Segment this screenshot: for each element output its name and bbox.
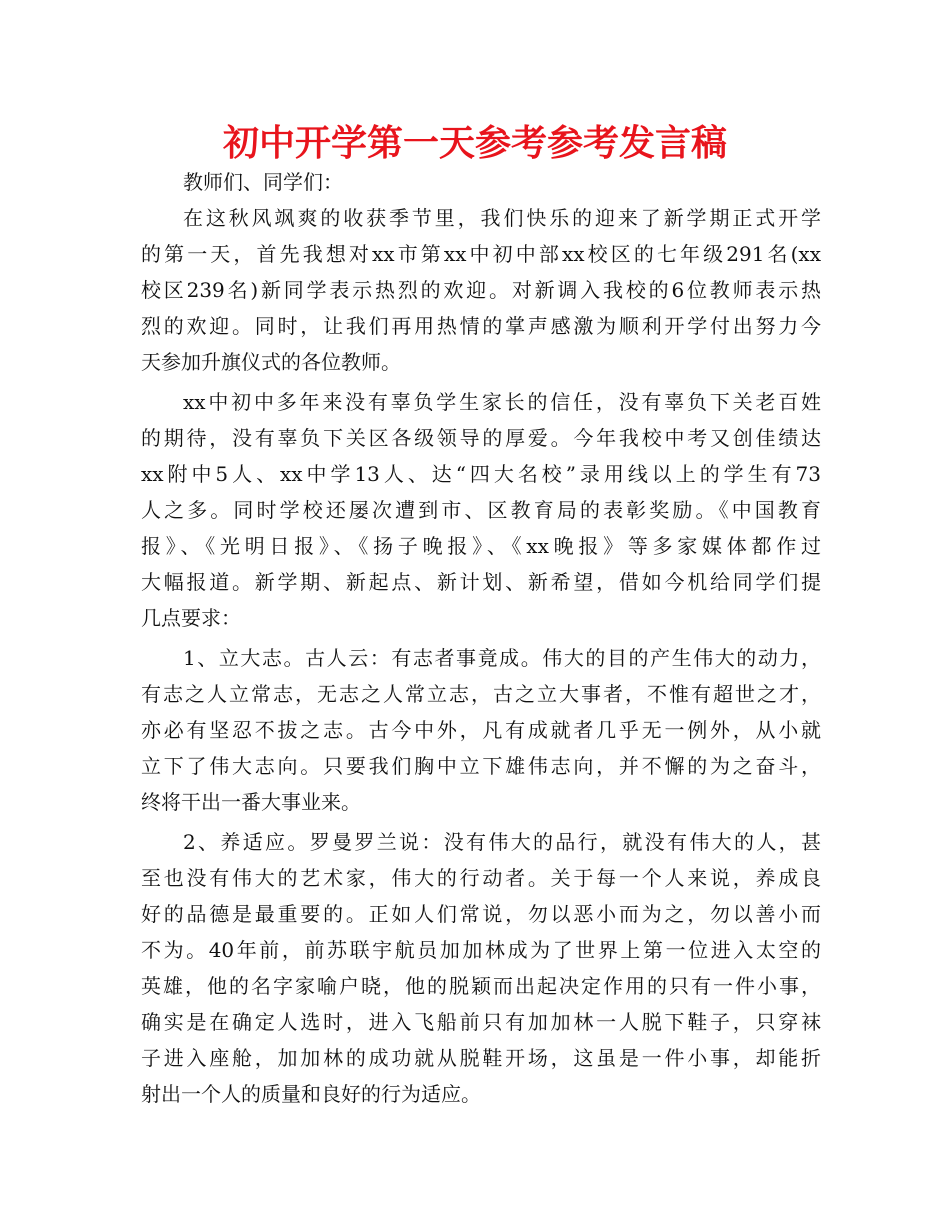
- paragraph-welcome: [141, 200, 821, 380]
- text-line: 立下了伟大志向。只要我们胸中立下雄伟志向，并不懈的为之奋斗，: [141, 754, 821, 778]
- text-line: 亦必有坚忍不拔之志。古今中外，凡有成就者几乎无一例外，从小就: [141, 718, 821, 742]
- text-line: 不为。40年前，前苏联宇航员加加林成为了世界上第一位进入太空的: [141, 938, 821, 962]
- text-line: 射出一个人的质量和良好的行为适应。: [141, 1082, 481, 1106]
- text-line: 终将干出一番大事业来。: [141, 790, 361, 814]
- text-line: xx附中5人、xx中学13人、达“四大名校”录用线以上的学生有73: [141, 462, 821, 486]
- text-line: 报》、《光明日报》、《扬子晚报》、《xx晚报》等多家媒体都作过: [141, 534, 821, 558]
- text-line: xx中初中多年来没有辜负学生家长的信任，没有辜负下关老百姓: [183, 390, 821, 414]
- text-line: 校区239名)新同学表示热烈的欢迎。对新调入我校的6位教师表示热: [141, 278, 821, 302]
- text-line: 几点要求：: [141, 606, 241, 630]
- paragraph-ambition: [141, 640, 821, 820]
- text-line: 确实是在确定人选时，进入飞船前只有加加林一人脱下鞋子，只穿袜: [141, 1010, 821, 1034]
- text-line: 有志之人立常志，无志之人常立志，古之立大事者，不惟有超世之才，: [141, 682, 821, 706]
- text-line: 烈的欢迎。同时，让我们再用热情的掌声感激为顺利开学付出努力今: [141, 314, 821, 338]
- document-body: [141, 168, 821, 1112]
- text-line: 人之多。同时学校还屡次遭到市、区教育局的表彰奖励。《中国教育: [141, 498, 821, 522]
- salutation: 教师们、同学们：: [183, 170, 343, 194]
- document-title: 初中开学第一天参考参考发言稿: [222, 123, 727, 164]
- paragraph-achievements: [141, 384, 821, 636]
- text-line: 1、立大志。古人云：有志者事竟成。伟大的目的产生伟大的动力，: [183, 646, 821, 670]
- text-line: 的第一天，首先我想对xx市第xx中初中部xx校区的七年级291名(xx: [141, 242, 821, 266]
- text-line: 大幅报道。新学期、新起点、新计划、新希望，借如今机给同学们提: [141, 570, 821, 594]
- paragraph-habits: [141, 824, 821, 1112]
- text-line: 天参加升旗仪式的各位教师。: [141, 350, 401, 374]
- text-line: 好的品德是最重要的。正如人们常说，勿以恶小而为之，勿以善小而: [141, 902, 821, 926]
- text-line: 在这秋风飒爽的收获季节里，我们快乐的迎来了新学期正式开学: [183, 206, 821, 230]
- text-line: 英雄，他的名字家喻户晓，他的脱颖而出起决定作用的只有一件小事，: [141, 974, 821, 998]
- text-line: 2、养适应。罗曼罗兰说：没有伟大的品行，就没有伟大的人，甚: [183, 830, 821, 854]
- text-line: 子进入座舱，加加林的成功就从脱鞋开场，这虽是一件小事，却能折: [141, 1046, 821, 1070]
- text-line: 的期待，没有辜负下关区各级领导的厚爱。今年我校中考又创佳绩达: [141, 426, 821, 450]
- text-line: 至也没有伟大的艺术家，伟大的行动者。关于每一个人来说，养成良: [141, 866, 821, 890]
